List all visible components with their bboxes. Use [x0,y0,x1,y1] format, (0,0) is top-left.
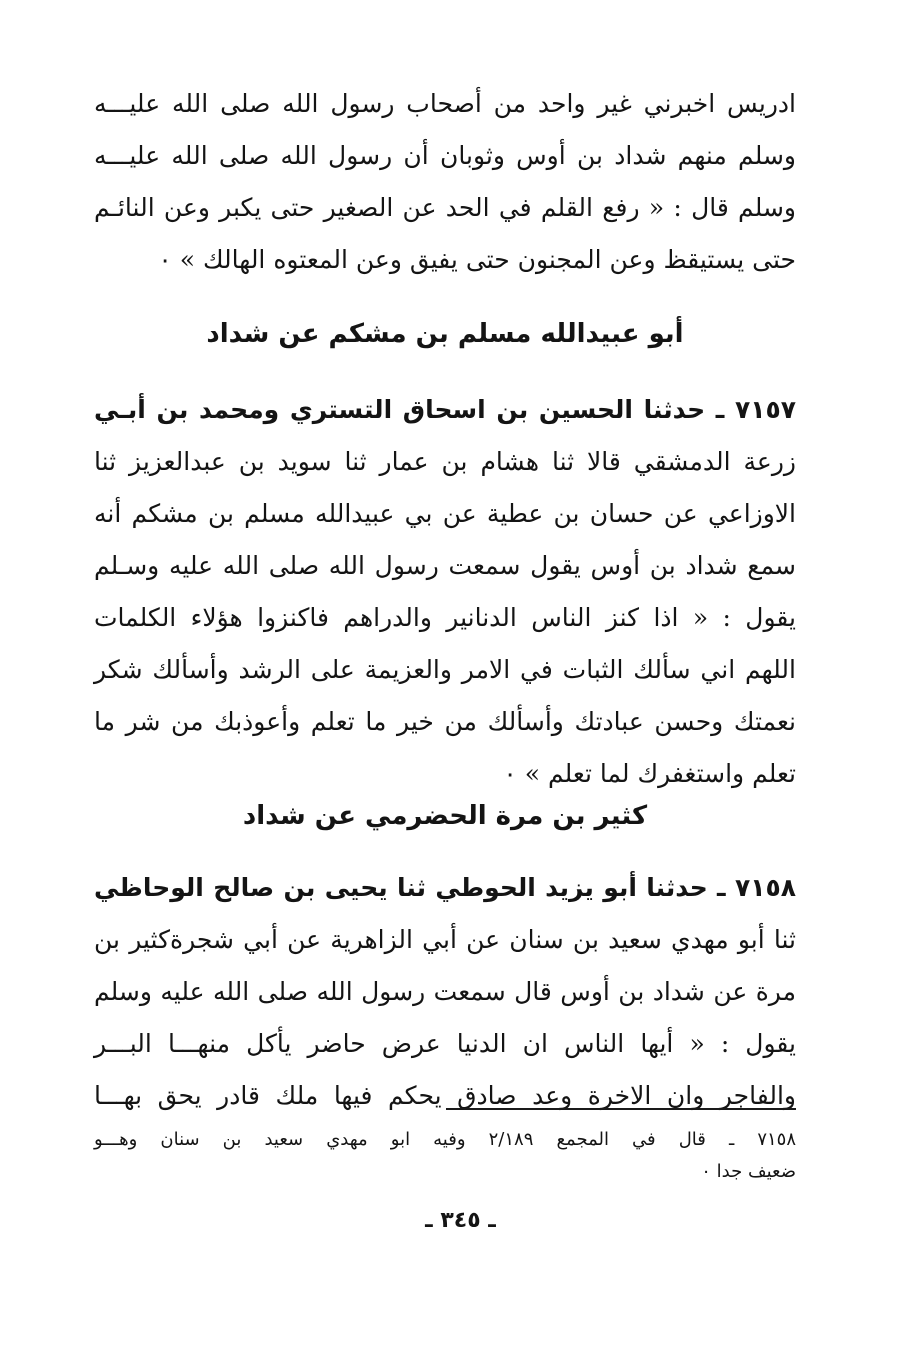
text-line: اللهم اني سألك الثبات في الامر والعزيمة على الرشد وأسألك شكر [94,655,796,684]
text-line: ٧١٥٧ ـ حدثنا الحسين بن اسحاق التستري ومحمد بن أبـي [94,395,796,424]
footnote-line: ضعيف جدا ٠ [701,1161,796,1182]
text-line: وسلم قال : « رفع القلم في الحد عن الصغير حتى يكبر وعن النائـم [94,193,796,222]
section-heading: أبو عبيدالله مسلم بن مشكم عن شداد [206,319,684,349]
text-line: زرعة الدمشقي قالا ثنا هشام بن عمار ثنا سويد بن عبدالعزيز ثنا [94,447,796,476]
text-line: يقول : « اذا كنز الناس الدنانير والدراهم فاكنزوا هؤلاء الكلمات [94,603,796,632]
text-line: سمع شداد بن أوس يقول سمعت رسول الله صلى الله عليه وسـلم [94,551,797,580]
footnote [94,1124,796,1188]
text-line: تعلم واستغفرك لما تعلم » ٠ [503,759,796,788]
text-line: حتى يستيقظ وعن المجنون حتى يفيق وعن المعتوه الهالك » ٠ [158,245,796,274]
hadith-7157 [94,384,796,800]
section-heading: كثير بن مرة الحضرمي عن شداد [242,801,648,831]
text-line: نعمتك وحسن عبادتك وأسألك من خير ما تعلم وأعوذبك من شر ما [94,707,796,736]
text-line: ٧١٥٨ ـ حدثنا أبو يزيد الحوطي ثنا يحيى بن صالح الوحاظي [94,873,796,902]
text-line: الاوزاعي عن حسان بن عطية عن بي عبيدالله مسلم بن مشكم أنه [94,499,796,528]
paragraph-continuation [94,78,796,286]
text-line: ادريس اخبرني غير واحد من أصحاب رسول الله صلى الله عليـــه [94,89,796,118]
text-line: والفاجر وان الاخرة وعد صادق يحكم فيها ملك قادر يحق بهـــا [94,1081,796,1110]
text-line: مرة عن شداد بن أوس قال سمعت رسول الله صلى الله عليه وسلم [94,977,796,1006]
hadith-7158 [94,862,796,1122]
page-number: ـ ٣٤٥ ـ [425,1208,496,1233]
footnote-line: ٧١٥٨ ـ قال في المجمع ٢/١٨٩ وفيه ابو مهدي سعيد بن سنان وهـــو [94,1129,797,1150]
text-line: يقول : « أيها الناس ان الدنيا عرض حاضر يأكل منهـــا البـــر [94,1029,796,1058]
text-line: وسلم منهم شداد بن أوس وثوبان أن رسول الله صلى الله عليـــه [94,141,796,170]
text-line: ثنا أبو مهدي سعيد بن سنان عن أبي الزاهرية عن أبي شجرةكثير بن [94,925,796,954]
footnote-separator [446,1108,796,1110]
